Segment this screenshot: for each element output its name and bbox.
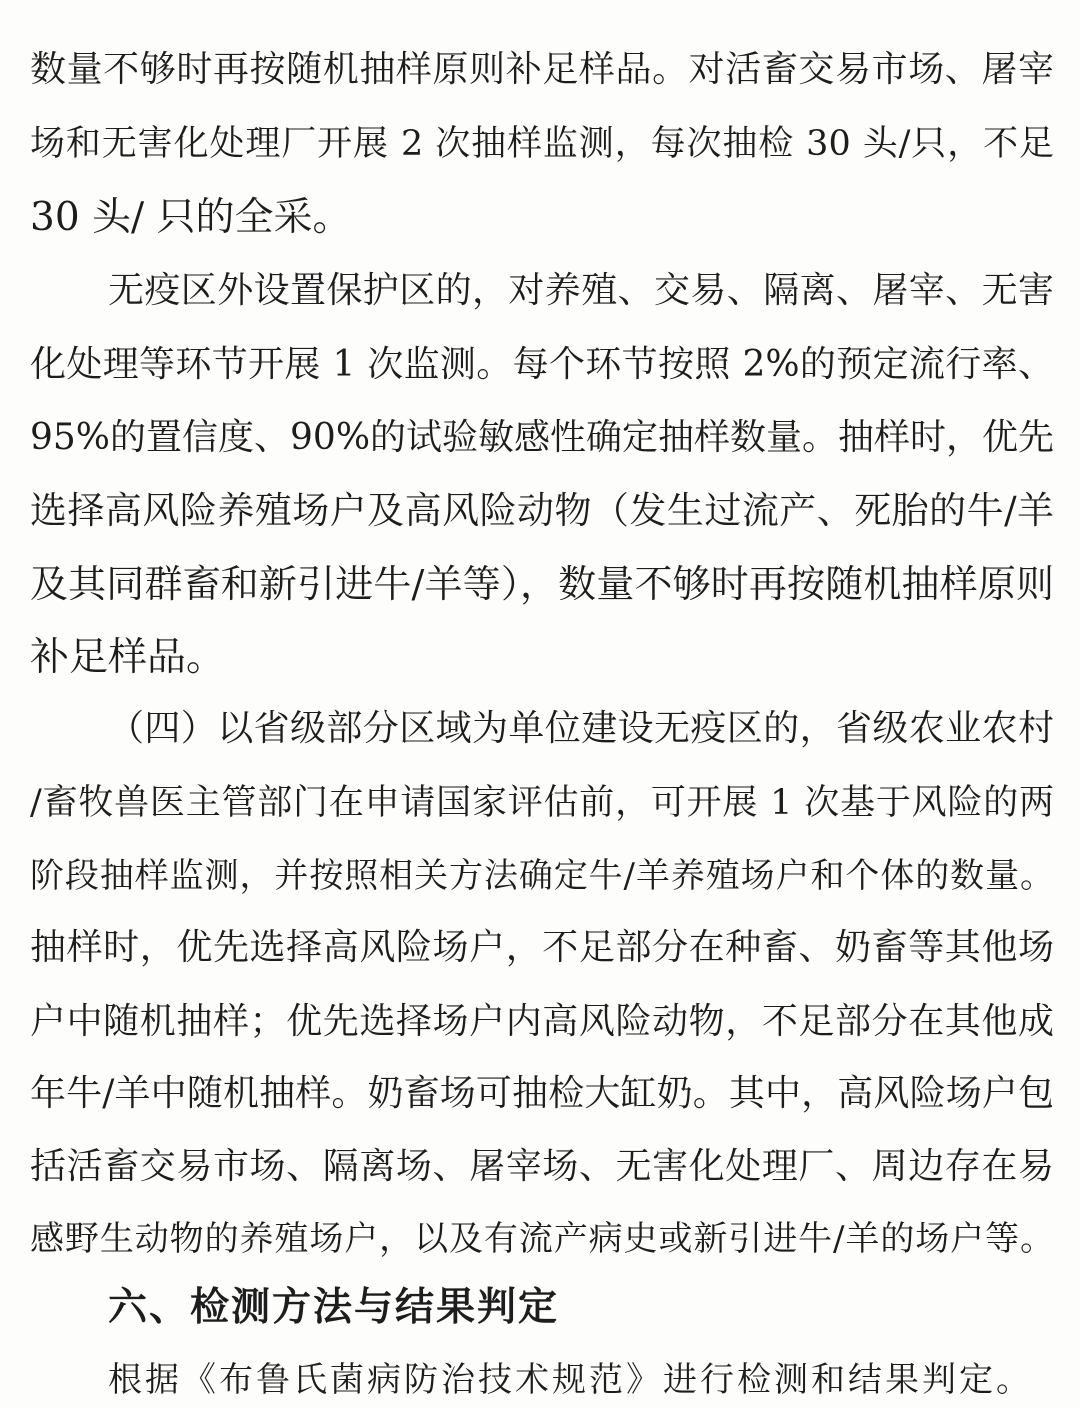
paragraph-3-line-3: 阶段抽样监测，并按照相关方法确定牛/羊养殖场户和个体的数量。 <box>30 856 1054 896</box>
paragraph-2-line-6: 补足样品。 <box>30 635 226 680</box>
paragraph-2-line-5: 及其同群畜和新引进牛/羊等），数量不够时再按随机抽样原则 <box>30 562 1054 606</box>
paragraph-1-line-3: 30 头/ 只的全采。 <box>30 195 352 240</box>
paragraph-1-line-2: 场和无害化处理厂开展 2 次抽样监测，每次抽检 30 头/只，不足 <box>30 124 1054 164</box>
paragraph-3-line-5: 户中随机抽样；优先选择场户内高风险动物，不足部分在其他成 <box>30 1001 1054 1042</box>
paragraph-2-line-1: 无疫区外设置保护区的，对养殖、交易、隔离、屠宰、无害 <box>108 270 1054 311</box>
paragraph-3-line-1: （四）以省级部分区域为单位建设无疫区的，省级农业农村 <box>108 708 1054 749</box>
paragraph-4-line-1: 根据《布鲁氏菌病防治技术规范》进行检测和结果判定。 <box>108 1360 1033 1400</box>
paragraph-3-line-2: /畜牧兽医主管部门在申请国家评估前，可开展 1 次基于风险的两 <box>30 783 1054 823</box>
paragraph-2-line-3: 95%的置信度、90%的试验敏感性确定抽样数量。抽样时，优先 <box>30 417 1054 458</box>
paragraph-2-line-4: 选择高风险养殖场户及高风险动物（发生过流产、死胎的牛/羊 <box>30 489 1054 532</box>
paragraph-3-line-8: 感野生动物的养殖场户，以及有流产病史或新引进牛/羊的场户等。 <box>30 1219 1054 1259</box>
paragraph-2-line-2: 化处理等环节开展 1 次监测。每个环节按照 2%的预定流行率、 <box>30 344 1054 385</box>
section-heading: 六、检测方法与结果判定 <box>108 1285 560 1330</box>
paragraph-3-line-6: 年牛/羊中随机抽样。奶畜场可抽检大缸奶。其中，高风险场户包 <box>30 1073 1054 1114</box>
paragraph-3-line-7: 括活畜交易市场、隔离场、屠宰场、无害化处理厂、周边存在易 <box>30 1146 1054 1187</box>
paragraph-1-line-1: 数量不够时再按随机抽样原则补足样品。对活畜交易市场、屠宰 <box>30 49 1054 90</box>
paragraph-3-line-4: 抽样时，优先选择高风险场户，不足部分在种畜、奶畜等其他场 <box>30 927 1054 968</box>
